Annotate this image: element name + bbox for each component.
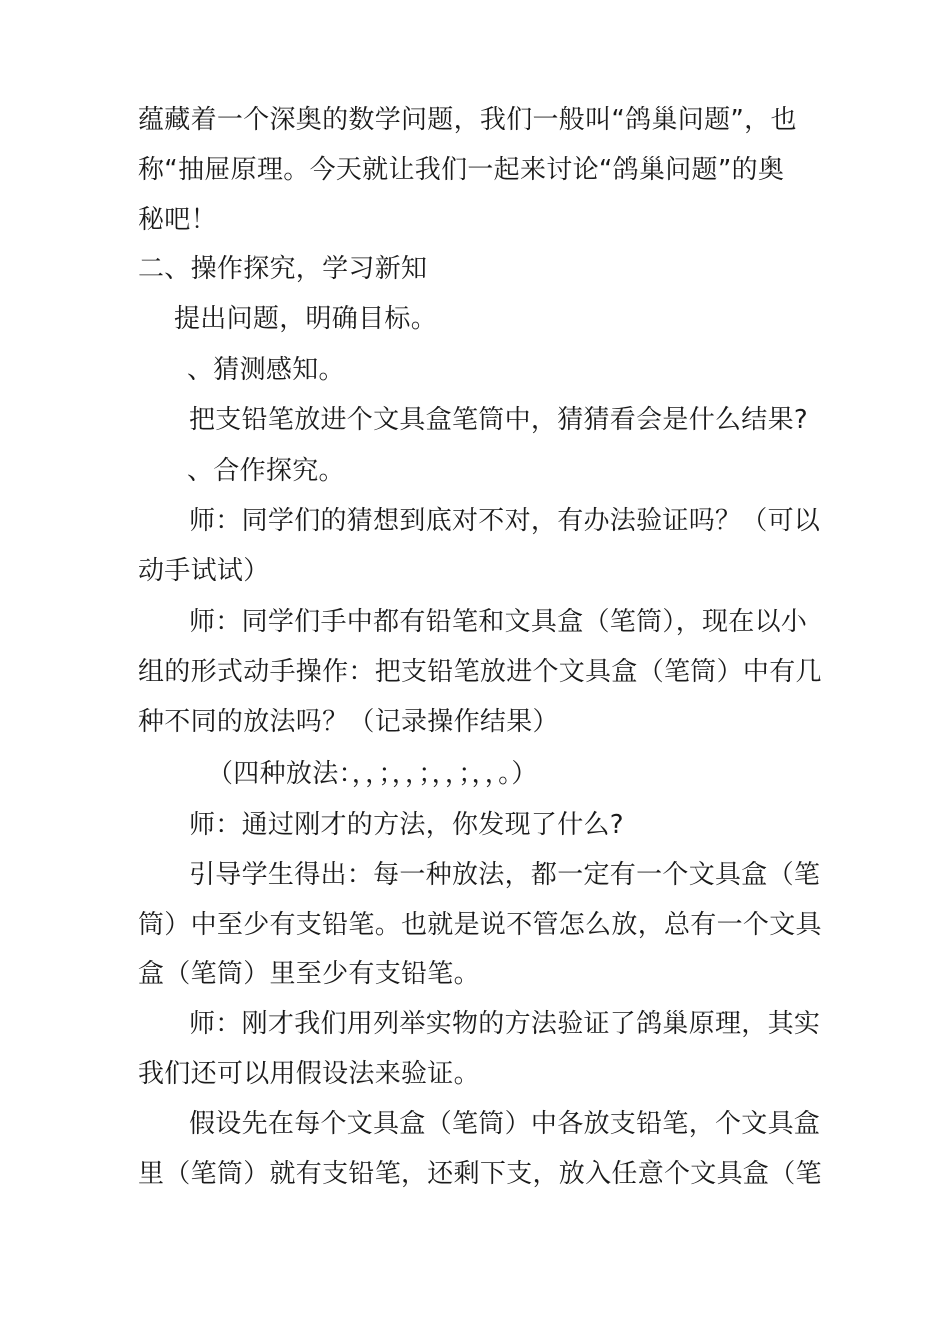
- text-line: 师：同学们手中都有铅笔和文具盒（笔筒），现在以小: [189, 607, 808, 637]
- text-line: 秘吧！: [138, 205, 217, 235]
- text-line: 把支铅笔放进个文具盒笔筒中，猜猜看会是什么结果?: [189, 405, 809, 435]
- text-line: 我们还可以用假设法来验证。: [138, 1059, 480, 1089]
- text-line: 筒）中至少有支铅笔。也就是说不管怎么放，总有一个文具: [138, 910, 822, 940]
- text-line: （四种放法：，，；，，；，，；，，。）: [207, 759, 538, 789]
- section-heading: 二、操作探究，学习新知: [138, 254, 428, 284]
- text-line: 盒（笔筒）里至少有支铅笔。: [138, 959, 480, 989]
- text-line: 假设先在每个文具盒（笔筒）中各放支铅笔，个文具盒: [189, 1109, 821, 1139]
- text-line: 引导学生得出：每一种放法，都一定有一个文具盒（笔: [189, 860, 821, 890]
- text-line: 师：同学们的猜想到底对不对，有办法验证吗？（可以: [189, 506, 821, 536]
- text-line: 蕴藏着一个深奥的数学问题，我们一般叫“鸽巢问题”，也: [138, 105, 797, 135]
- text-line: 师：通过刚才的方法，你发现了什么?: [189, 810, 624, 840]
- text-line: 种不同的放法吗？（记录操作结果）: [138, 707, 559, 737]
- text-line: 动手试试）: [138, 556, 270, 586]
- text-line: 里（笔筒）就有支铅笔，还剩下支，放入任意个文具盒（笔: [138, 1159, 822, 1189]
- text-line: 称“抽屉原理。今天就让我们一起来讨论“鸽巢问题”的奥: [138, 155, 785, 185]
- text-line: 师：刚才我们用列举实物的方法验证了鸽巢原理，其实: [189, 1009, 821, 1039]
- text-line: 组的形式动手操作：把支铅笔放进个文具盒（笔筒）中有几: [138, 657, 822, 687]
- text-line: 、合作探究。: [187, 456, 345, 486]
- text-line: 提出问题，明确目标。: [174, 304, 438, 334]
- text-line: 、猜测感知。: [187, 355, 345, 385]
